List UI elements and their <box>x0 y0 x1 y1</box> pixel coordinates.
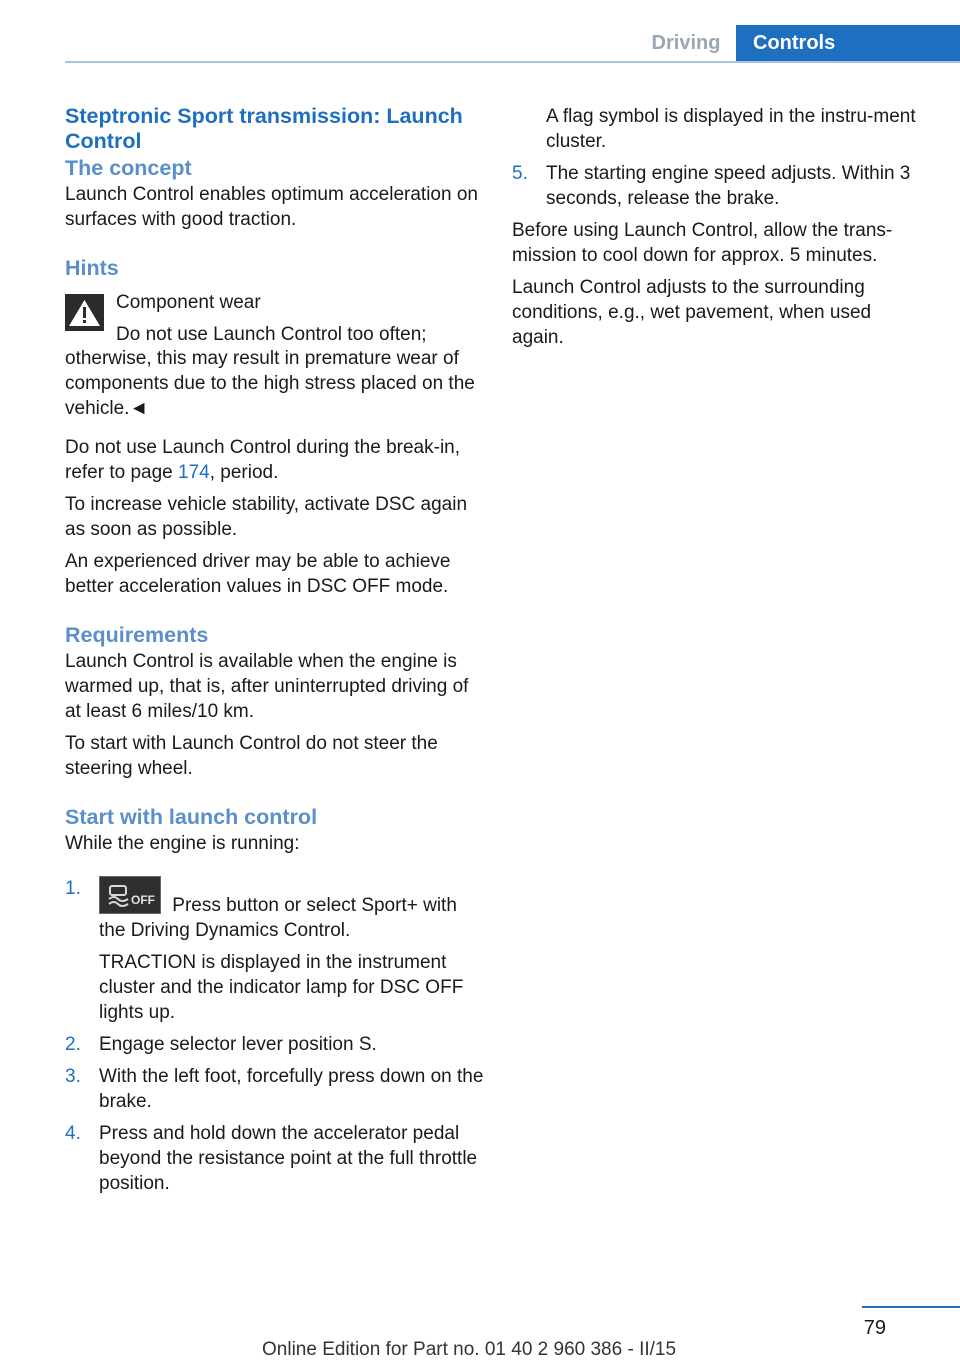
chapter-tab-controls[interactable]: Controls <box>736 25 960 61</box>
concept-heading: The concept <box>65 156 192 180</box>
step-number: 4. <box>65 1123 81 1144</box>
step-item-1 <box>65 876 485 1025</box>
step-4-continued: A flag symbol is displayed in the instru‐ment cluster. <box>546 106 916 152</box>
step-number: 3. <box>65 1066 81 1087</box>
edition-footer: Online Edition for Part no. 01 40 2 960 386 - II/15 <box>262 1339 677 1360</box>
section-tab-driving[interactable]: Driving <box>651 31 721 54</box>
concept-text: Launch Control enables optimum acceleration on surfaces with good traction. <box>65 184 478 230</box>
step-item-5 <box>512 161 922 211</box>
hint-dsc-off: An experienced driver may be able to achieve better acceleration values in DSC OFF mode. <box>65 551 451 597</box>
warning-text: otherwise, this may result in premature wear of components due to the high stress placed on the vehicle.◄ <box>65 348 475 419</box>
warning-text-start: Do not use Launch Control too often; <box>116 324 427 345</box>
step-number: 1. <box>65 878 81 899</box>
right-column <box>512 104 922 350</box>
start-heading: Start with launch control <box>65 805 318 829</box>
footer-rule <box>862 1306 960 1308</box>
step-number: 5. <box>512 163 528 184</box>
warning-title: Component wear <box>116 292 261 313</box>
step-item-3 <box>65 1064 485 1114</box>
hint-breakin: Do not use Launch Control during the break-in, refer to page 174, period. <box>65 437 461 483</box>
hint-dsc: To increase vehicle stability, activate DSC again as soon as possible. <box>65 494 468 540</box>
adjust-paragraph: Launch Control adjusts to the surrounding conditions, e.g., wet pavement, when used again. <box>512 277 872 348</box>
step-text: Press and hold down the accelerator pedal beyond the resistance point at the full throttle position. <box>99 1123 478 1194</box>
steps-list <box>65 876 485 1196</box>
section-title: Steptronic Sport transmission: Launch Control <box>65 104 463 153</box>
step-item-2 <box>65 1032 485 1057</box>
dsc-off-button-icon: OFF <box>99 876 161 914</box>
steps-list-continued <box>512 161 922 211</box>
page-number: 79 <box>863 1317 886 1339</box>
left-column <box>65 104 485 1196</box>
step-number: 2. <box>65 1034 81 1055</box>
step-text: Engage selector lever position S. <box>99 1034 377 1055</box>
cooldown-paragraph: Before using Launch Control, allow the trans‐mission to cool down for approx. 5 minutes. <box>512 220 893 266</box>
step-subtext: TRACTION is displayed in the instrument cluster and the indicator lamp for DSC OFF lights up. <box>99 952 464 1023</box>
requirements-heading: Requirements <box>65 623 209 647</box>
requirement-steer: To start with Launch Control do not steer the steering wheel. <box>65 733 438 779</box>
hints-heading: Hints <box>65 256 119 280</box>
warning-triangle-icon <box>65 294 104 331</box>
header-rule <box>65 61 960 63</box>
step-text: With the left foot, forcefully press down on the brake. <box>99 1066 484 1112</box>
page-link-174[interactable]: 174 <box>178 462 210 483</box>
warning-block <box>65 290 485 347</box>
start-intro: While the engine is running: <box>65 833 300 854</box>
step-text: Press button or select Sport+ with the Driving Dynamics Control. <box>99 895 457 941</box>
step-text: The starting engine speed adjusts. Within 3 seconds, release the brake. <box>546 163 911 209</box>
requirement-warm: Launch Control is available when the engine is warmed up, that is, after uninterrupted driving of at least 6 miles/10 km. <box>65 651 469 722</box>
step-item-4 <box>65 1121 485 1196</box>
